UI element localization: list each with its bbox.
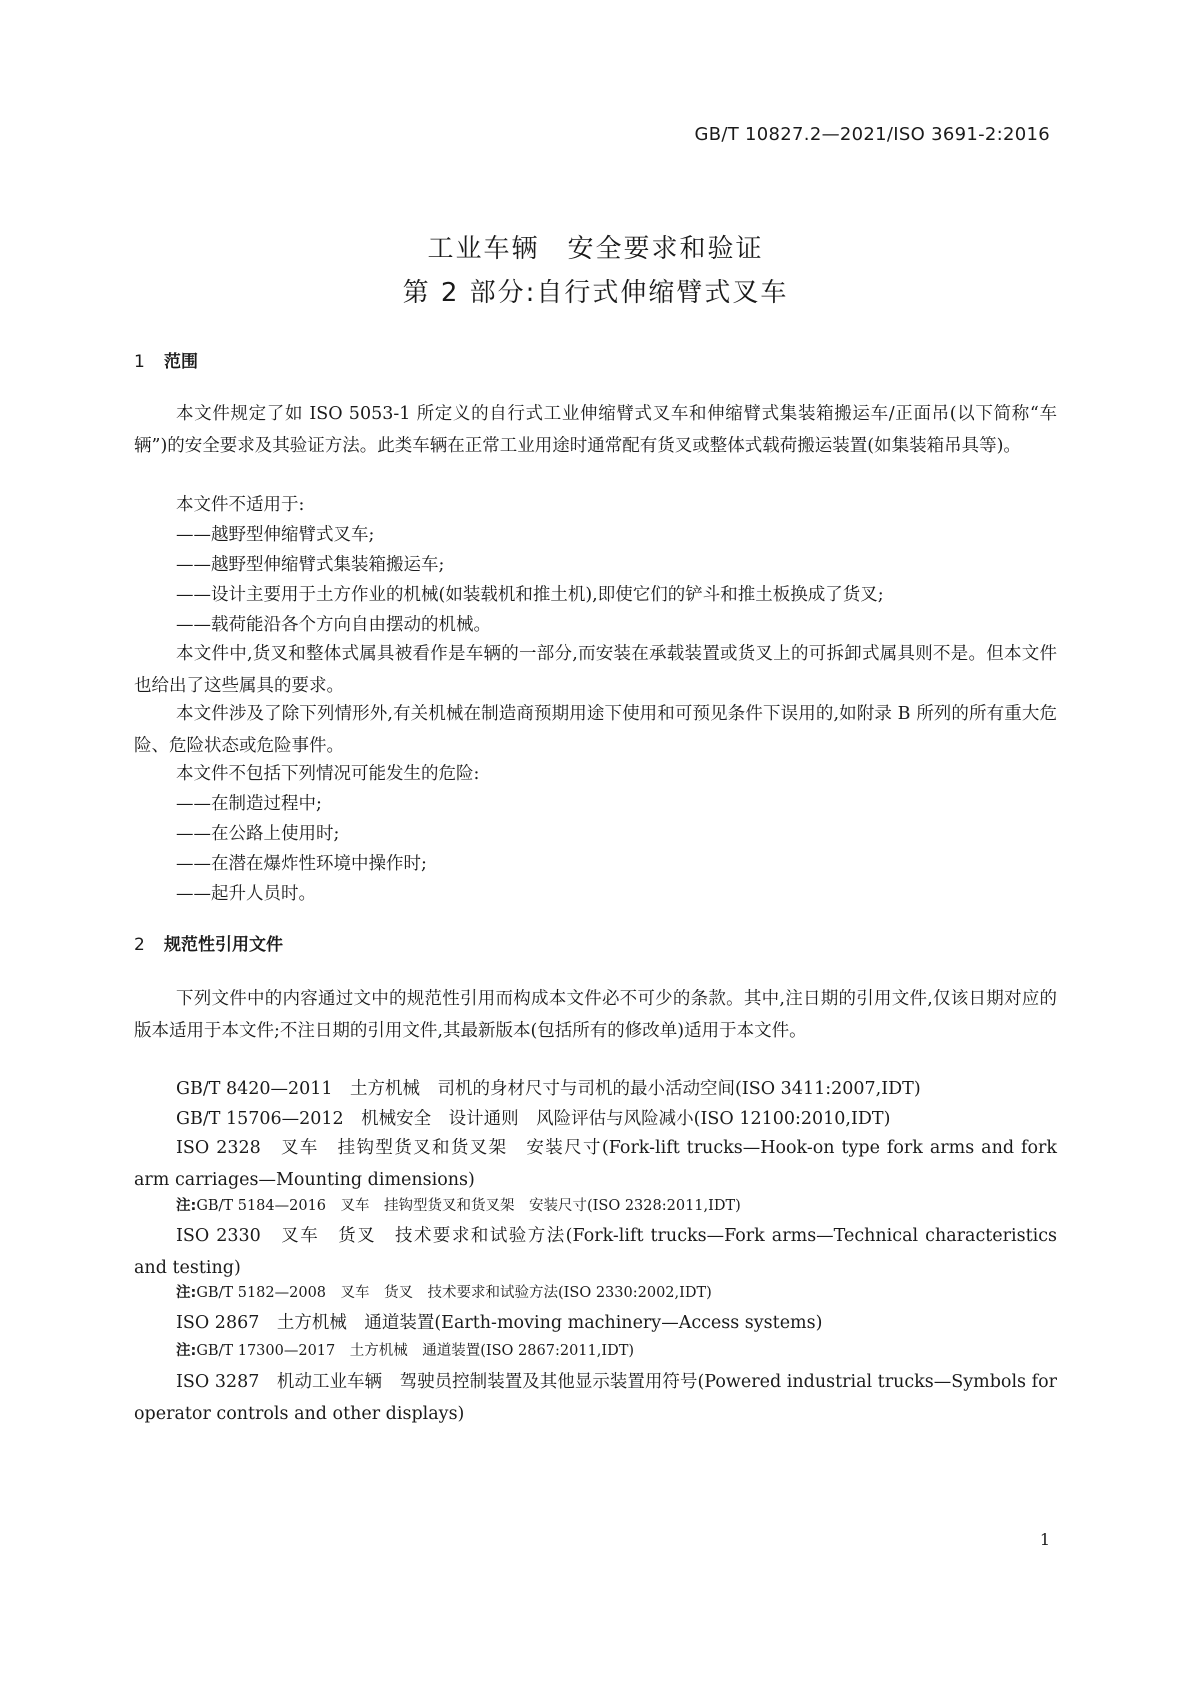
section1-paragraph-1: 本文件规定了如 ISO 5053-1 所定义的自行式工业伸缩臂式叉车和伸缩臂式集装箱搬运车/正面吊(以下简称“车辆”)的安全要求及其验证方法。此类车辆在正常工业用途时通常配有货叉或整体式载荷搬运装置(如集装箱吊具等)。 xyxy=(134,404,1057,456)
note-label: 注: xyxy=(176,1198,197,1214)
list-item: ——起升人员时。 xyxy=(176,884,316,904)
note-text: GB/T 17300—2017 土方机械 通道装置(ISO 2867:2011,IDT) xyxy=(196,1343,635,1359)
note-label: 注: xyxy=(176,1343,197,1359)
page-number: 1 xyxy=(1039,1530,1050,1549)
section1-number: 1 xyxy=(134,352,145,372)
section2-heading xyxy=(134,930,283,955)
list-item: ——越野型伸缩臂式集装箱搬运车; xyxy=(176,555,445,575)
list-item: ——载荷能沿各个方向自由摆动的机械。 xyxy=(176,615,491,635)
list-item: ——在公路上使用时; xyxy=(176,824,340,844)
section1-paragraph-4: 本文件涉及了除下列情形外,有关机械在制造商预期用途下使用和可预见条件下误用的,如附录 B 所列的所有重大危险、危险状态或危险事件。 xyxy=(134,704,1057,756)
reference-item: ISO 3287 机动工业车辆 驾驶员控制装置及其他显示装置用符号(Powered industrial trucks—Symbols for operator controls and other displays) xyxy=(134,1372,1057,1424)
document-title-line2: 第 2 部分:自行式伸缩臂式叉车 xyxy=(402,278,789,308)
section1-paragraph-3: 本文件中,货叉和整体式属具被看作是车辆的一部分,而安装在承载装置或货叉上的可拆卸式属具则不是。但本文件也给出了这些属具的要求。 xyxy=(134,644,1057,696)
section1-paragraph-5: 本文件不包括下列情况可能发生的危险: xyxy=(176,764,480,784)
reference-item: ISO 2330 叉车 货叉 技术要求和试验方法(Fork-lift trucks—Fork arms—Technical characteristics and testing) xyxy=(134,1226,1057,1278)
reference-item: ISO 2867 土方机械 通道装置(Earth-moving machinery—Access systems) xyxy=(176,1313,823,1333)
reference-item: ISO 2328 叉车 挂钩型货叉和货叉架 安装尺寸(Fork-lift trucks—Hook-on type fork arms and fork arm carriages—Mounting dimensions) xyxy=(134,1138,1057,1190)
reference-note xyxy=(176,1194,741,1218)
reference-item: GB/T 8420—2011 土方机械 司机的身材尺寸与司机的最小活动空间(ISO 3411:2007,IDT) xyxy=(176,1079,921,1099)
section2-title: 规范性引用文件 xyxy=(164,935,283,955)
reference-note xyxy=(176,1281,712,1305)
list-item: ——在潜在爆炸性环境中操作时; xyxy=(176,854,427,874)
section1-title: 范围 xyxy=(164,352,198,372)
note-text: GB/T 5182—2008 叉车 货叉 技术要求和试验方法(ISO 2330:2002,IDT) xyxy=(196,1285,712,1301)
standard-code: GB/T 10827.2—2021/ISO 3691-2:2016 xyxy=(694,124,1050,145)
list-item: ——在制造过程中; xyxy=(176,794,322,814)
note-label: 注: xyxy=(176,1285,197,1301)
section2-number: 2 xyxy=(134,935,145,955)
document-title-line1: 工业车辆 安全要求和验证 xyxy=(427,234,764,264)
list-item: ——设计主要用于土方作业的机械(如装载机和推土机),即使它们的铲斗和推土板换成了货叉; xyxy=(176,585,884,605)
section2-paragraph-1: 下列文件中的内容通过文中的规范性引用而构成本文件必不可少的条款。其中,注日期的引用文件,仅该日期对应的版本适用于本文件;不注日期的引用文件,其最新版本(包括所有的修改单)适用于本文件。 xyxy=(134,989,1057,1041)
note-text: GB/T 5184—2016 叉车 挂钩型货叉和货叉架 安装尺寸(ISO 2328:2011,IDT) xyxy=(196,1198,741,1214)
reference-note xyxy=(176,1339,634,1363)
section1-heading xyxy=(134,347,198,372)
section1-paragraph-2: 本文件不适用于: xyxy=(176,495,305,515)
reference-item: GB/T 15706—2012 机械安全 设计通则 风险评估与风险减小(ISO 12100:2010,IDT) xyxy=(176,1109,891,1129)
list-item: ——越野型伸缩臂式叉车; xyxy=(176,525,375,545)
